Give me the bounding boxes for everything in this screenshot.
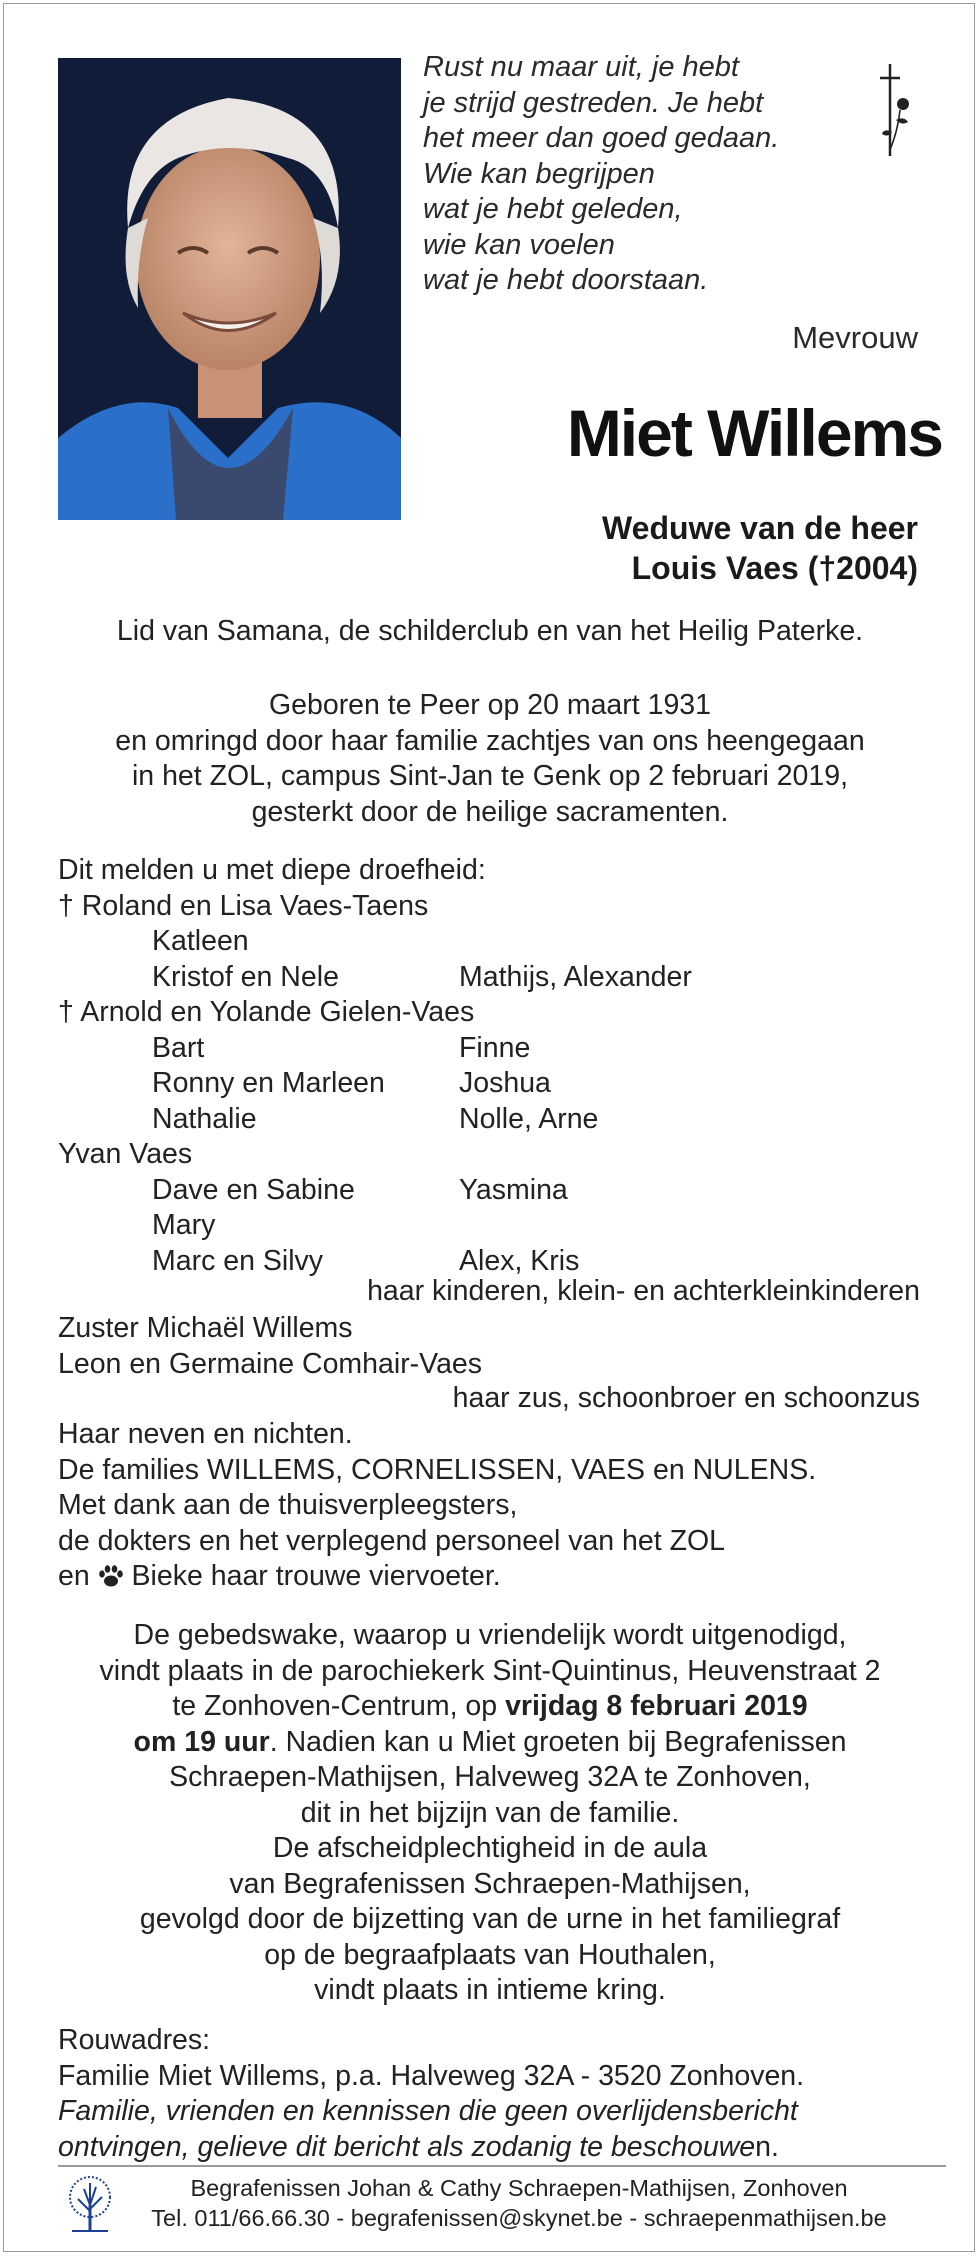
service-line: Schraepen-Mathijsen, Halveweg 32A te Zonhoven,: [169, 1761, 811, 1793]
widow-line: Weduwe van de heer: [602, 510, 918, 546]
family-row: [58, 1244, 928, 1280]
service-line: De gebedswake, waarop u vriendelijk wordt uitgenodigd,: [133, 1619, 847, 1651]
service-line: [0, 1689, 980, 1725]
birth-line: in het ZOL, campus Sint-Jan te Genk op 2 februari 2019,: [131, 760, 849, 792]
poem-line: wat je hebt doorstaan.: [423, 264, 709, 296]
service-date: vrijdag 8 februari 2019: [505, 1690, 808, 1722]
birth-announcement: [0, 688, 980, 830]
siblings: [58, 1311, 482, 1382]
family-child: Kristof en Nele: [152, 960, 339, 993]
widow-line: Louis Vaes (†2004): [631, 550, 918, 586]
other-line: De families WILLEMS, CORNELISSEN, VAES en NULENS.: [58, 1453, 817, 1486]
family-list: [58, 853, 928, 1279]
footer-divider: [58, 2165, 946, 2167]
children-caption: haar kinderen, klein- en achterkleinkinderen: [367, 1275, 920, 1307]
other-relatives: [58, 1417, 816, 1595]
address-note-text: ontvingen, gelieve dit bericht als zodanig te beschouwe: [58, 2130, 756, 2163]
footer-line: Begrafenissen Johan & Cathy Schraepen-Mathijsen, Zonhoven: [190, 2175, 848, 2201]
poem-line: Wie kan begrijpen: [423, 157, 655, 190]
cross-with-rose-icon: [876, 60, 916, 160]
service-text: te Zonhoven-Centrum, op: [172, 1690, 506, 1722]
service-line: op de begraafplaats van Houthalen,: [264, 1938, 716, 1971]
address-line: Familie Miet Willems, p.a. Halveweg 32A - 3520 Zonhoven.: [58, 2059, 805, 2092]
poem-line: Rust nu maar uit, je hebt: [423, 51, 739, 83]
other-line: de dokters en het verplegend personeel van het ZOL: [58, 1524, 726, 1557]
service-line: De afscheidplechtigheid in de aula: [272, 1832, 708, 1864]
footer-line: Tel. 011/66.66.30 - begrafenissen@skynet.be - schraepenmathijsen.be: [151, 2205, 887, 2231]
service-line: vindt plaats in intieme kring.: [314, 1974, 666, 2006]
condolence-address: [58, 2023, 804, 2165]
service-time: om 19 uur: [133, 1725, 270, 1758]
address-label: Rouwadres:: [58, 2024, 211, 2056]
poem: [423, 50, 779, 299]
family-grandchildren: Mathijs, Alexander: [459, 960, 692, 993]
service-line: [0, 1725, 980, 1761]
widow-of: [602, 508, 918, 588]
paw-icon: [98, 1564, 124, 1588]
family-child: Ronny en Marleen: [152, 1067, 385, 1099]
family-name: † Roland en Lisa Vaes-Taens: [58, 889, 429, 922]
birth-line: en omringd door haar familie zachtjes van ons heengegaan: [115, 724, 865, 757]
family-row: [58, 960, 928, 996]
family-grandchildren: Finne: [459, 1031, 531, 1064]
service-line: dit in het bijzijn van de familie.: [300, 1796, 680, 1829]
poem-line: het meer dan goed gedaan.: [423, 122, 780, 154]
family-row: [58, 1208, 928, 1244]
service-text: . Nadien kan u Miet groeten bij Begrafenissen: [269, 1725, 847, 1758]
tree-logo-icon: [62, 2175, 118, 2233]
birth-line: Geboren te Peer op 20 maart 1931: [268, 689, 712, 721]
pet-line: [58, 1559, 816, 1595]
family-row: [58, 889, 928, 925]
service-line: vindt plaats in de parochiekerk Sint-Quintinus, Heuvenstraat 2: [99, 1654, 881, 1687]
address-note: Familie, vrienden en kennissen die geen overlijdensbericht: [58, 2095, 798, 2127]
family-child: Katleen: [152, 925, 249, 957]
poem-line: wat je hebt geleden,: [423, 193, 683, 225]
family-grandchildren: Yasmina: [459, 1173, 568, 1206]
sibling-line: Leon en Germaine Comhair-Vaes: [58, 1347, 483, 1380]
family-row: [58, 1066, 928, 1102]
family-name: Yvan Vaes: [58, 1138, 193, 1170]
birth-line: gesterkt door de heilige sacramenten.: [251, 795, 729, 828]
pet-prefix: en: [58, 1560, 90, 1592]
salutation: Mevrouw: [792, 320, 918, 355]
family-grandchildren: Alex, Kris: [459, 1244, 580, 1277]
poem-line: wie kan voelen: [423, 228, 615, 261]
family-name: † Arnold en Yolande Gielen-Vaes: [58, 996, 475, 1028]
funeral-home-footer: [124, 2173, 914, 2233]
portrait-photo: [58, 58, 401, 520]
siblings-caption: haar zus, schoonbroer en schoonzus: [452, 1382, 920, 1414]
family-row: [58, 924, 928, 960]
family-row: [58, 1102, 928, 1138]
family-intro-text: Dit melden u met diepe droefheid:: [58, 854, 486, 886]
deceased-name: Miet Willems: [566, 396, 942, 470]
family-child: Mary: [152, 1209, 216, 1241]
address-note-end: n.: [755, 2130, 779, 2163]
service-line: gevolgd door de bijzetting van de urne in het familiegraf: [139, 1903, 841, 1935]
membership: Lid van Samana, de schilderclub en van het Heilig Paterke.: [116, 615, 864, 647]
family-row: [58, 1031, 928, 1067]
family-intro: [58, 853, 928, 889]
family-child: Dave en Sabine: [152, 1173, 355, 1206]
family-row: [58, 995, 928, 1031]
family-child: Marc en Silvy: [152, 1244, 324, 1277]
family-child: Nathalie: [152, 1102, 257, 1135]
family-grandchildren: Nolle, Arne: [459, 1102, 599, 1135]
family-grandchildren: Joshua: [459, 1067, 551, 1099]
other-line: Met dank aan de thuisverpleegsters,: [58, 1489, 518, 1521]
family-row: [58, 1137, 928, 1173]
poem-line: je strijd gestreden. Je hebt: [423, 86, 764, 119]
service-info: [0, 1618, 980, 2009]
family-child: Bart: [152, 1031, 205, 1064]
sibling-line: Zuster Michaël Willems: [58, 1312, 353, 1344]
service-line: van Begrafenissen Schraepen-Mathijsen,: [229, 1867, 751, 1900]
other-line: Haar neven en nichten.: [58, 1418, 353, 1450]
family-row: [58, 1173, 928, 1209]
address-note: [58, 2130, 804, 2166]
pet-text: Bieke haar trouwe viervoeter.: [131, 1560, 501, 1592]
